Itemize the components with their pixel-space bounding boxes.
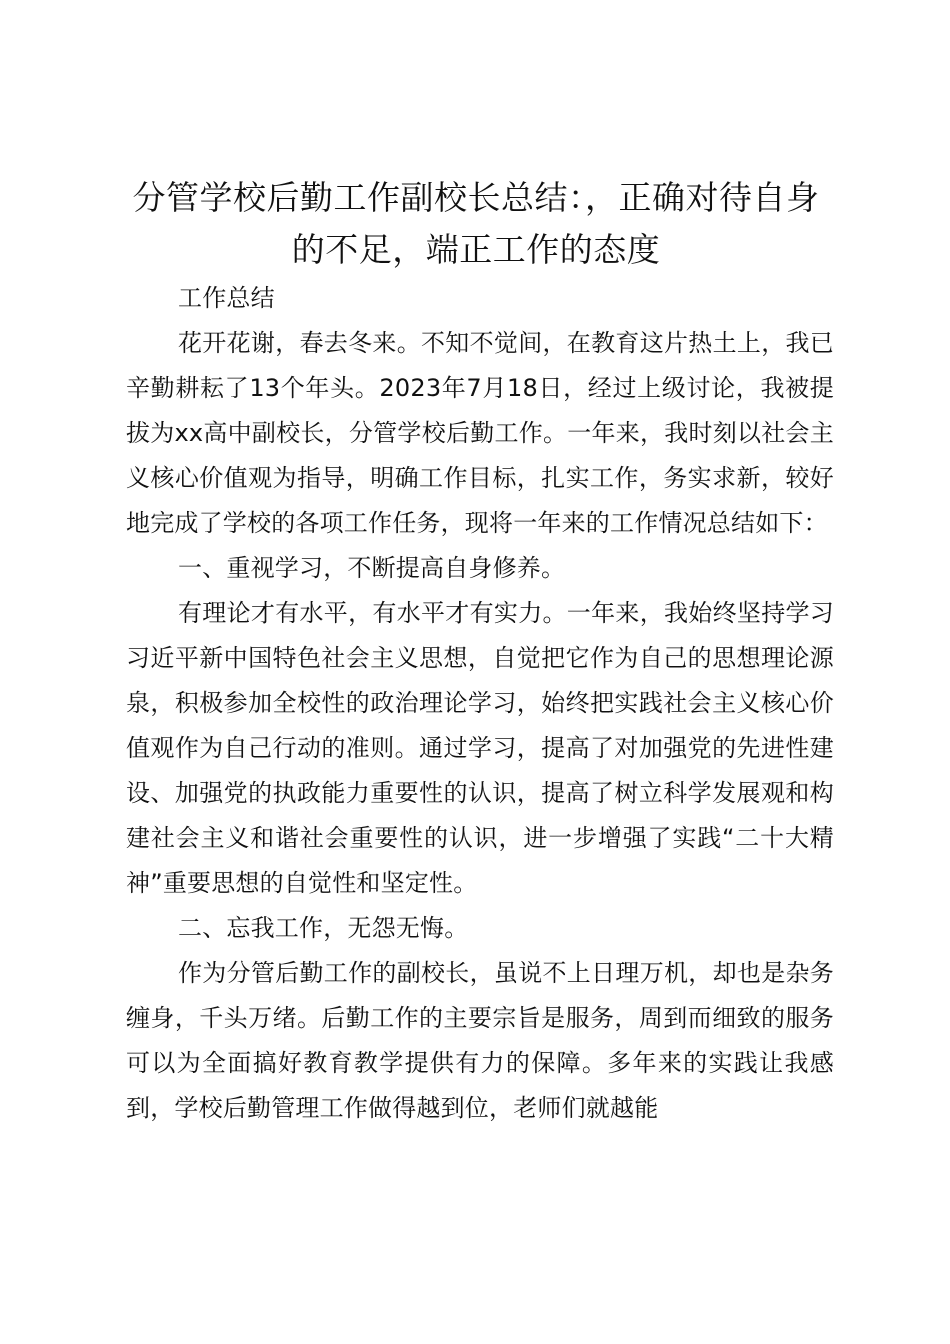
intro-paragraph: 花开花谢，春去冬来。不知不觉间，在教育这片热土上，我已辛勤耕耘了13个年头。2023年7月18日，经过上级讨论，我被提拔为xx高中副校长，分管学校后勤工作。一年来，我时刻以社会主义核心价值观为指导，明确工作目标，扎实工作，务实求新，较好地完成了学校的各项工作任务，现将一年来的工作情况总结如下： bbox=[126, 329, 834, 537]
document-title: 分管学校后勤工作副校长总结：，正确对待自身的不足，端正工作的态度 bbox=[132, 178, 820, 269]
body-paragraph-2: 作为分管后勤工作的副校长，虽说不上日理万机，却也是杂务缠身，千头万绪。后勤工作的主要宗旨是服务，周到而细致的服务可以为全面搞好教育教学提供有力的保障。多年来的实践让我感到，学校后勤管理工作做得越到位，老师们就越能 bbox=[126, 959, 834, 1122]
document-body bbox=[126, 276, 834, 1131]
section-label: 工作总结 bbox=[178, 284, 275, 312]
body-paragraph-1: 有理论才有水平，有水平才有实力。一年来，我始终坚持学习习近平新中国特色社会主义思想，自觉把它作为自己的思想理论源泉，积极参加全校性的政治理论学习，始终把实践社会主义核心价值观作为自己行动的准则。通过学习，提高了对加强党的先进性建设、加强党的执政能力重要性的认识，提高了树立科学发展观和构建社会主义和谐社会重要性的认识，进一步增强了实践“二十大精神”重要思想的自觉性和坚定性。 bbox=[126, 599, 834, 897]
section-heading-2: 二、忘我工作，无怨无悔。 bbox=[178, 914, 469, 942]
section-heading-1: 一、重视学习，不断提高自身修养。 bbox=[178, 554, 566, 582]
